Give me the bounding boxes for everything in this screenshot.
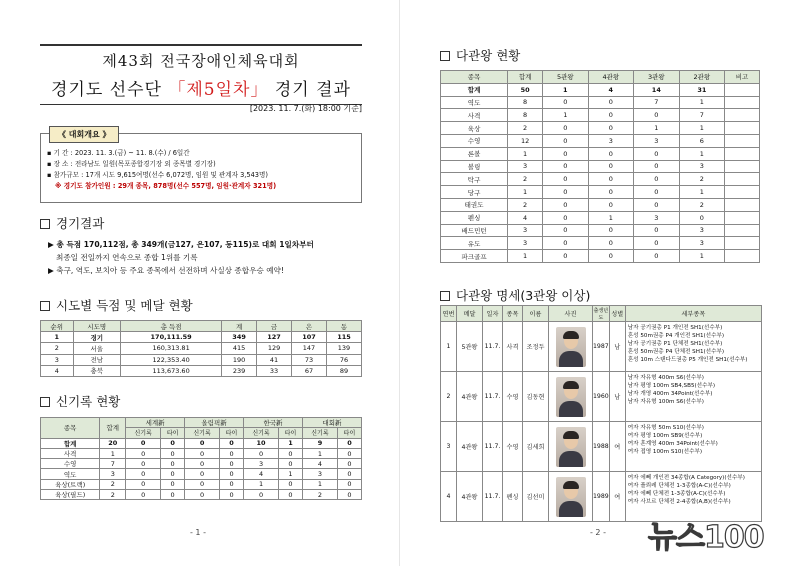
table-row: [441, 237, 760, 250]
athlete-sport: 수영: [503, 372, 523, 422]
col-world: 세계新: [126, 418, 185, 428]
table-cell: 0: [634, 186, 680, 199]
col-photo: 사진: [549, 306, 593, 322]
table-cell: 2: [679, 173, 725, 186]
event-item: 혼성 50m권총 P4 개인전 SH1(선수부): [627, 333, 725, 339]
table-cell: 0: [588, 147, 634, 160]
col-date: 일자: [483, 306, 503, 322]
athlete-row: [441, 372, 762, 422]
table-cell: 0: [634, 224, 680, 237]
table-cell: 1: [588, 211, 634, 224]
table-cell: [725, 224, 760, 237]
day-label: 「제5일차」: [168, 80, 269, 100]
table-cell: 1: [679, 96, 725, 109]
event-item: 남자 평영 100m SB4,SB5(선수부): [627, 383, 716, 389]
table-cell: 3: [679, 224, 725, 237]
table-cell: 0: [588, 96, 634, 109]
table-cell: 0: [543, 224, 589, 237]
col-rank: 순위: [41, 321, 74, 332]
table-cell: 볼링: [441, 160, 508, 173]
table-cell: 론볼: [441, 147, 508, 160]
table-cell: 1: [508, 147, 543, 160]
table-cell: 합계: [441, 83, 508, 96]
table-cell: 0: [543, 198, 589, 211]
page-number: - 2 -: [590, 528, 606, 537]
athlete-sport: 수영: [503, 422, 523, 472]
col-sum: 합계: [508, 71, 543, 84]
table-cell: 역도: [441, 96, 508, 109]
athlete-medal: 4관왕: [457, 472, 483, 522]
table-cell: 0: [588, 122, 634, 135]
event-item: 여자 사브르 단체전 2-4종합(A,B)(선수부): [627, 499, 731, 505]
table-cell: 1: [679, 186, 725, 199]
table-cell: 3: [508, 237, 543, 250]
table-cell: 1: [543, 109, 589, 122]
table-row: [441, 198, 760, 211]
col-silver: 은: [292, 321, 327, 332]
event-item: 남자 개영 400m 34Point(선수부): [627, 391, 713, 397]
report-date: [2023. 11. 7.(화) 18:00 기준]: [249, 104, 362, 113]
table-cell: 0: [634, 160, 680, 173]
athlete-no: 1: [441, 322, 457, 372]
athlete-date: 11.7.: [483, 372, 503, 422]
table-row: 3 전남 122,353.40 190 41 73 76: [41, 354, 362, 365]
col-total: 계: [222, 321, 257, 332]
athlete-name: 김세희: [523, 422, 549, 472]
athlete-photo: [549, 422, 593, 472]
table-cell: [725, 96, 760, 109]
checkbox-icon: [440, 291, 450, 301]
section-result: 경기결과: [40, 214, 104, 232]
table-cell: 수영: [441, 134, 508, 147]
overview-scale: ▪ 참가규모 : 17개 시도 9,615여명(선수 6,072명, 임원 및 관계자 3,543명): [47, 171, 268, 179]
table-cell: 0: [588, 237, 634, 250]
table-cell: 0: [588, 198, 634, 211]
event-item: 남자 자유형 400m S6(선수부): [627, 375, 704, 381]
col-medal: 메달: [457, 306, 483, 322]
medal-table: [40, 320, 362, 377]
checkbox-icon: [40, 397, 50, 407]
table-cell: 3: [679, 237, 725, 250]
table-cell: 1: [679, 122, 725, 135]
section-medal: 시도별 득점 및 메달 현황: [40, 296, 193, 314]
star-athlete-table: [440, 305, 762, 522]
event-item: 남자 자유형 100m S6(선수부): [627, 399, 704, 405]
table-cell: 0: [543, 173, 589, 186]
table-cell: 0: [543, 250, 589, 263]
col-no: 연번: [441, 306, 457, 322]
athlete-events: [625, 422, 761, 472]
event-title: 제43회 전국장애인체육대회: [102, 52, 300, 70]
table-cell: 3: [508, 160, 543, 173]
athlete-medal: 4관왕: [457, 372, 483, 422]
event-item: 여자 평영 100m SB9(선수부): [627, 433, 703, 439]
person-photo-icon: [556, 327, 586, 367]
table-cell: 0: [634, 237, 680, 250]
table-cell: 태권도: [441, 198, 508, 211]
col-events: 세부종목: [625, 306, 761, 322]
table-cell: 8: [508, 109, 543, 122]
table-cell: 31: [679, 83, 725, 96]
athlete-year: 1960: [593, 372, 610, 422]
table-cell: [725, 109, 760, 122]
event-item: 혼성 50m권총 P4 단체전 SH1(선수부): [627, 349, 725, 355]
table-row: 역도 3 0 0 0 0 4 1 3 0: [41, 469, 362, 479]
col-birth: 출생년도: [593, 307, 609, 321]
athlete-year: 1989: [593, 472, 610, 522]
athlete-events: [625, 322, 761, 372]
table-cell: 유도: [441, 237, 508, 250]
col-3: 3관왕: [634, 71, 680, 84]
event-item: 여자 플뢰레 단체전 1-3종합(A-C)(선수부): [627, 483, 731, 489]
athlete-sex: 여: [609, 422, 625, 472]
athlete-no: 3: [441, 422, 457, 472]
table-cell: 0: [543, 147, 589, 160]
table-row: [441, 96, 760, 109]
table-row: 4 충북 113,673.60 239 33 67 89: [41, 365, 362, 376]
table-row: [441, 83, 760, 96]
table-row: [441, 173, 760, 186]
table-cell: 0: [543, 96, 589, 109]
table-cell: [725, 160, 760, 173]
event-item: 혼성 10m 스탠다드권총 P5 개인전 SH1(선수부): [627, 357, 748, 363]
col-2: 2관왕: [679, 71, 725, 84]
athlete-sex: 여: [609, 472, 625, 522]
table-cell: 7: [634, 96, 680, 109]
table-cell: 4: [508, 211, 543, 224]
table-cell: 0: [634, 173, 680, 186]
person-photo-icon: [556, 377, 586, 417]
section-stars: 다관왕 명세(3관왕 이상): [440, 286, 590, 304]
table-cell: [725, 134, 760, 147]
athlete-date: 11.7.: [483, 472, 503, 522]
athlete-date: 11.7.: [483, 322, 503, 372]
person-photo-icon: [556, 427, 586, 467]
athlete-year: 1987: [593, 322, 610, 372]
event-item: 여자 자유형 50m S10(선수부): [627, 425, 704, 431]
table-cell: 0: [634, 147, 680, 160]
table-cell: 7: [679, 109, 725, 122]
checkbox-icon: [40, 301, 50, 311]
table-row: [441, 250, 760, 263]
overview-box: [40, 129, 362, 203]
athlete-row: [441, 322, 762, 372]
overview-venue: ▪ 장 소 : 전라남도 일원(목포종합경기장 외 종목별 경기장): [47, 160, 216, 168]
table-cell: 0: [543, 211, 589, 224]
table-cell: 2: [508, 173, 543, 186]
table-row: [441, 122, 760, 135]
table-cell: [725, 173, 760, 186]
col-sport: 종목: [503, 306, 523, 322]
table-row: 육상(필드) 2 0 0 0 0 0 0 2 0: [41, 490, 362, 500]
athlete-row: [441, 422, 762, 472]
overview-period: ▪ 기 간 : 2023. 11. 3.(금) ~ 11. 8.(수) / 6일간: [47, 149, 190, 157]
table-cell: 0: [634, 198, 680, 211]
table-cell: 3: [634, 134, 680, 147]
overview-label: 《 대회개요 》: [49, 126, 119, 143]
table-cell: 3: [679, 160, 725, 173]
team-name: 경기도 선수단: [51, 80, 162, 100]
event-item: 여자 혼계영 400m 34Point(선수부): [627, 441, 718, 447]
athlete-name: 조정두: [523, 322, 549, 372]
col-gold: 금: [257, 321, 292, 332]
multi-medal-table: [440, 70, 760, 263]
table-row: 2 서울 160,313.81 415 129 147 139: [41, 343, 362, 354]
event-item: 여자 접영 100m S10(선수부): [627, 449, 703, 455]
page-number: - 1 -: [190, 528, 206, 537]
table-cell: 파크골프: [441, 250, 508, 263]
table-cell: 0: [634, 250, 680, 263]
table-cell: 3: [634, 211, 680, 224]
table-cell: [725, 250, 760, 263]
table-cell: [725, 211, 760, 224]
table-cell: [725, 186, 760, 199]
table-cell: 육상: [441, 122, 508, 135]
table-row: 수영 7 0 0 0 0 3 0 4 0: [41, 459, 362, 469]
table-cell: 0: [588, 173, 634, 186]
col-name: 이름: [523, 306, 549, 322]
athlete-name: 김선미: [523, 472, 549, 522]
athlete-date: 11.7.: [483, 422, 503, 472]
athlete-year: 1988: [593, 422, 610, 472]
athlete-sport: 펜싱: [503, 472, 523, 522]
table-row: 1 경기 170,111.59 349 127 107 115: [41, 332, 362, 343]
table-cell: 3: [588, 134, 634, 147]
table-row: 합계 20 0 0 0 0 10 1 9 0: [41, 438, 362, 448]
table-cell: 0: [679, 211, 725, 224]
table-cell: 배드민턴: [441, 224, 508, 237]
athlete-no: 2: [441, 372, 457, 422]
col-meet: 대회新: [302, 418, 361, 428]
result-line-1: ▶ 총 득점 170,112점, 총 349개(금127, 은107, 동115)로 대회 1일차부터: [48, 240, 314, 249]
table-cell: 2: [508, 198, 543, 211]
athlete-events: [625, 372, 761, 422]
event-item: 남자 공기권총 P1 개인전 SH1(선수부): [627, 325, 723, 331]
table-cell: 0: [634, 109, 680, 122]
overview-gyeonggi: ※ 경기도 참가인원 : 29개 종목, 878명(선수 557명, 임원·관계자 321명): [55, 182, 277, 190]
person-photo-icon: [556, 477, 586, 517]
record-table: 종목 합계 세계新 올림픽新 한국新 대회新 신기록 타이 신기록 타이 신기록 타이 신기록 타이 합계 20 0 0 0 0 10 1 9 0 사격 1 0 0 0 0 0 0 1 0 수영 7 0 0 0 0 3 0 4 0 역도 3 0 0 0 0 4 1 3 0 육상(트랙) 2 0 0 0 0 1 0 1 0 육상(필드) 2 0 0 0 0 0 0 2 0: [40, 417, 362, 500]
table-cell: 4: [588, 83, 634, 96]
table-cell: 0: [588, 109, 634, 122]
table-cell: 12: [508, 134, 543, 147]
table-cell: 1: [508, 186, 543, 199]
col-5: 5관왕: [543, 71, 589, 84]
table-cell: 0: [588, 250, 634, 263]
athlete-photo: [549, 372, 593, 422]
table-cell: [725, 147, 760, 160]
table-cell: 사격: [441, 109, 508, 122]
table-cell: 당구: [441, 186, 508, 199]
table-cell: 탁구: [441, 173, 508, 186]
athlete-photo: [549, 322, 593, 372]
table-cell: 8: [508, 96, 543, 109]
col-bronze: 동: [326, 321, 361, 332]
table-row: [441, 109, 760, 122]
athlete-sex: 남: [609, 372, 625, 422]
table-cell: 0: [543, 160, 589, 173]
table-row: [441, 147, 760, 160]
event-item: 여자 에뻬 개인전 34종합(A Category)(선수부): [627, 475, 745, 481]
result-label: 경기 결과: [274, 80, 351, 100]
table-cell: 0: [543, 186, 589, 199]
col-korea: 한국新: [244, 418, 303, 428]
col-olympic: 올림픽新: [185, 418, 244, 428]
table-cell: 펜싱: [441, 211, 508, 224]
section-record: 신기록 현황: [40, 392, 120, 410]
table-cell: 1: [679, 147, 725, 160]
table-cell: 0: [543, 122, 589, 135]
col-note: 비고: [725, 71, 760, 84]
result-line-3: ▶ 축구, 역도, 보치아 등 주요 종목에서 선전하며 사실상 종합우승 예약!: [48, 266, 284, 275]
event-item: 남자 공기권총 P1 단체전 SH1(선수부): [627, 341, 723, 347]
table-cell: 0: [588, 186, 634, 199]
news-logo: 뉴스100: [648, 520, 764, 555]
table-row: [441, 224, 760, 237]
table-cell: 3: [508, 224, 543, 237]
report-subtitle: [40, 75, 362, 100]
table-cell: 0: [543, 134, 589, 147]
checkbox-icon: [440, 51, 450, 61]
col-4: 4관왕: [588, 71, 634, 84]
col-sum: 합계: [100, 418, 126, 439]
athlete-photo: [549, 472, 593, 522]
section-multi: 다관왕 현황: [440, 46, 520, 64]
table-row: [441, 186, 760, 199]
table-cell: 0: [588, 160, 634, 173]
table-row: [441, 134, 760, 147]
table-cell: 2: [679, 198, 725, 211]
result-line-2: 최종일 전일까지 연속으로 종합 1위를 기록: [56, 253, 198, 262]
athlete-name: 김동현: [523, 372, 549, 422]
table-cell: [725, 237, 760, 250]
table-row: 사격 1 0 0 0 0 0 0 1 0: [41, 448, 362, 458]
event-item: 여자 에뻬 단체전 1-3종합(A-C)(선수부): [627, 491, 726, 497]
table-cell: 1: [543, 83, 589, 96]
athlete-sport: 사격: [503, 322, 523, 372]
athlete-sex: 남: [609, 322, 625, 372]
col-region: 시도명: [73, 321, 121, 332]
table-cell: [725, 83, 760, 96]
table-row: [441, 160, 760, 173]
result-summary: [48, 238, 368, 277]
table-cell: 0: [588, 224, 634, 237]
col-score: 총 득점: [121, 321, 222, 332]
table-cell: 1: [679, 250, 725, 263]
col-sex: 성별: [609, 306, 625, 322]
athlete-medal: 5관왕: [457, 322, 483, 372]
table-cell: [725, 198, 760, 211]
athlete-no: 4: [441, 472, 457, 522]
table-cell: 1: [508, 250, 543, 263]
checkbox-icon: [40, 219, 50, 229]
table-cell: 2: [508, 122, 543, 135]
athlete-medal: 4관왕: [457, 422, 483, 472]
table-row: 육상(트랙) 2 0 0 0 0 1 0 1 0: [41, 479, 362, 489]
table-cell: 1: [634, 122, 680, 135]
report-title: [40, 44, 362, 105]
col-sport: 종목: [441, 71, 508, 84]
table-cell: 50: [508, 83, 543, 96]
table-row: [441, 211, 760, 224]
table-cell: [725, 122, 760, 135]
table-cell: 6: [679, 134, 725, 147]
table-cell: 14: [634, 83, 680, 96]
table-cell: 0: [543, 237, 589, 250]
col-sport: 종목: [41, 418, 100, 439]
